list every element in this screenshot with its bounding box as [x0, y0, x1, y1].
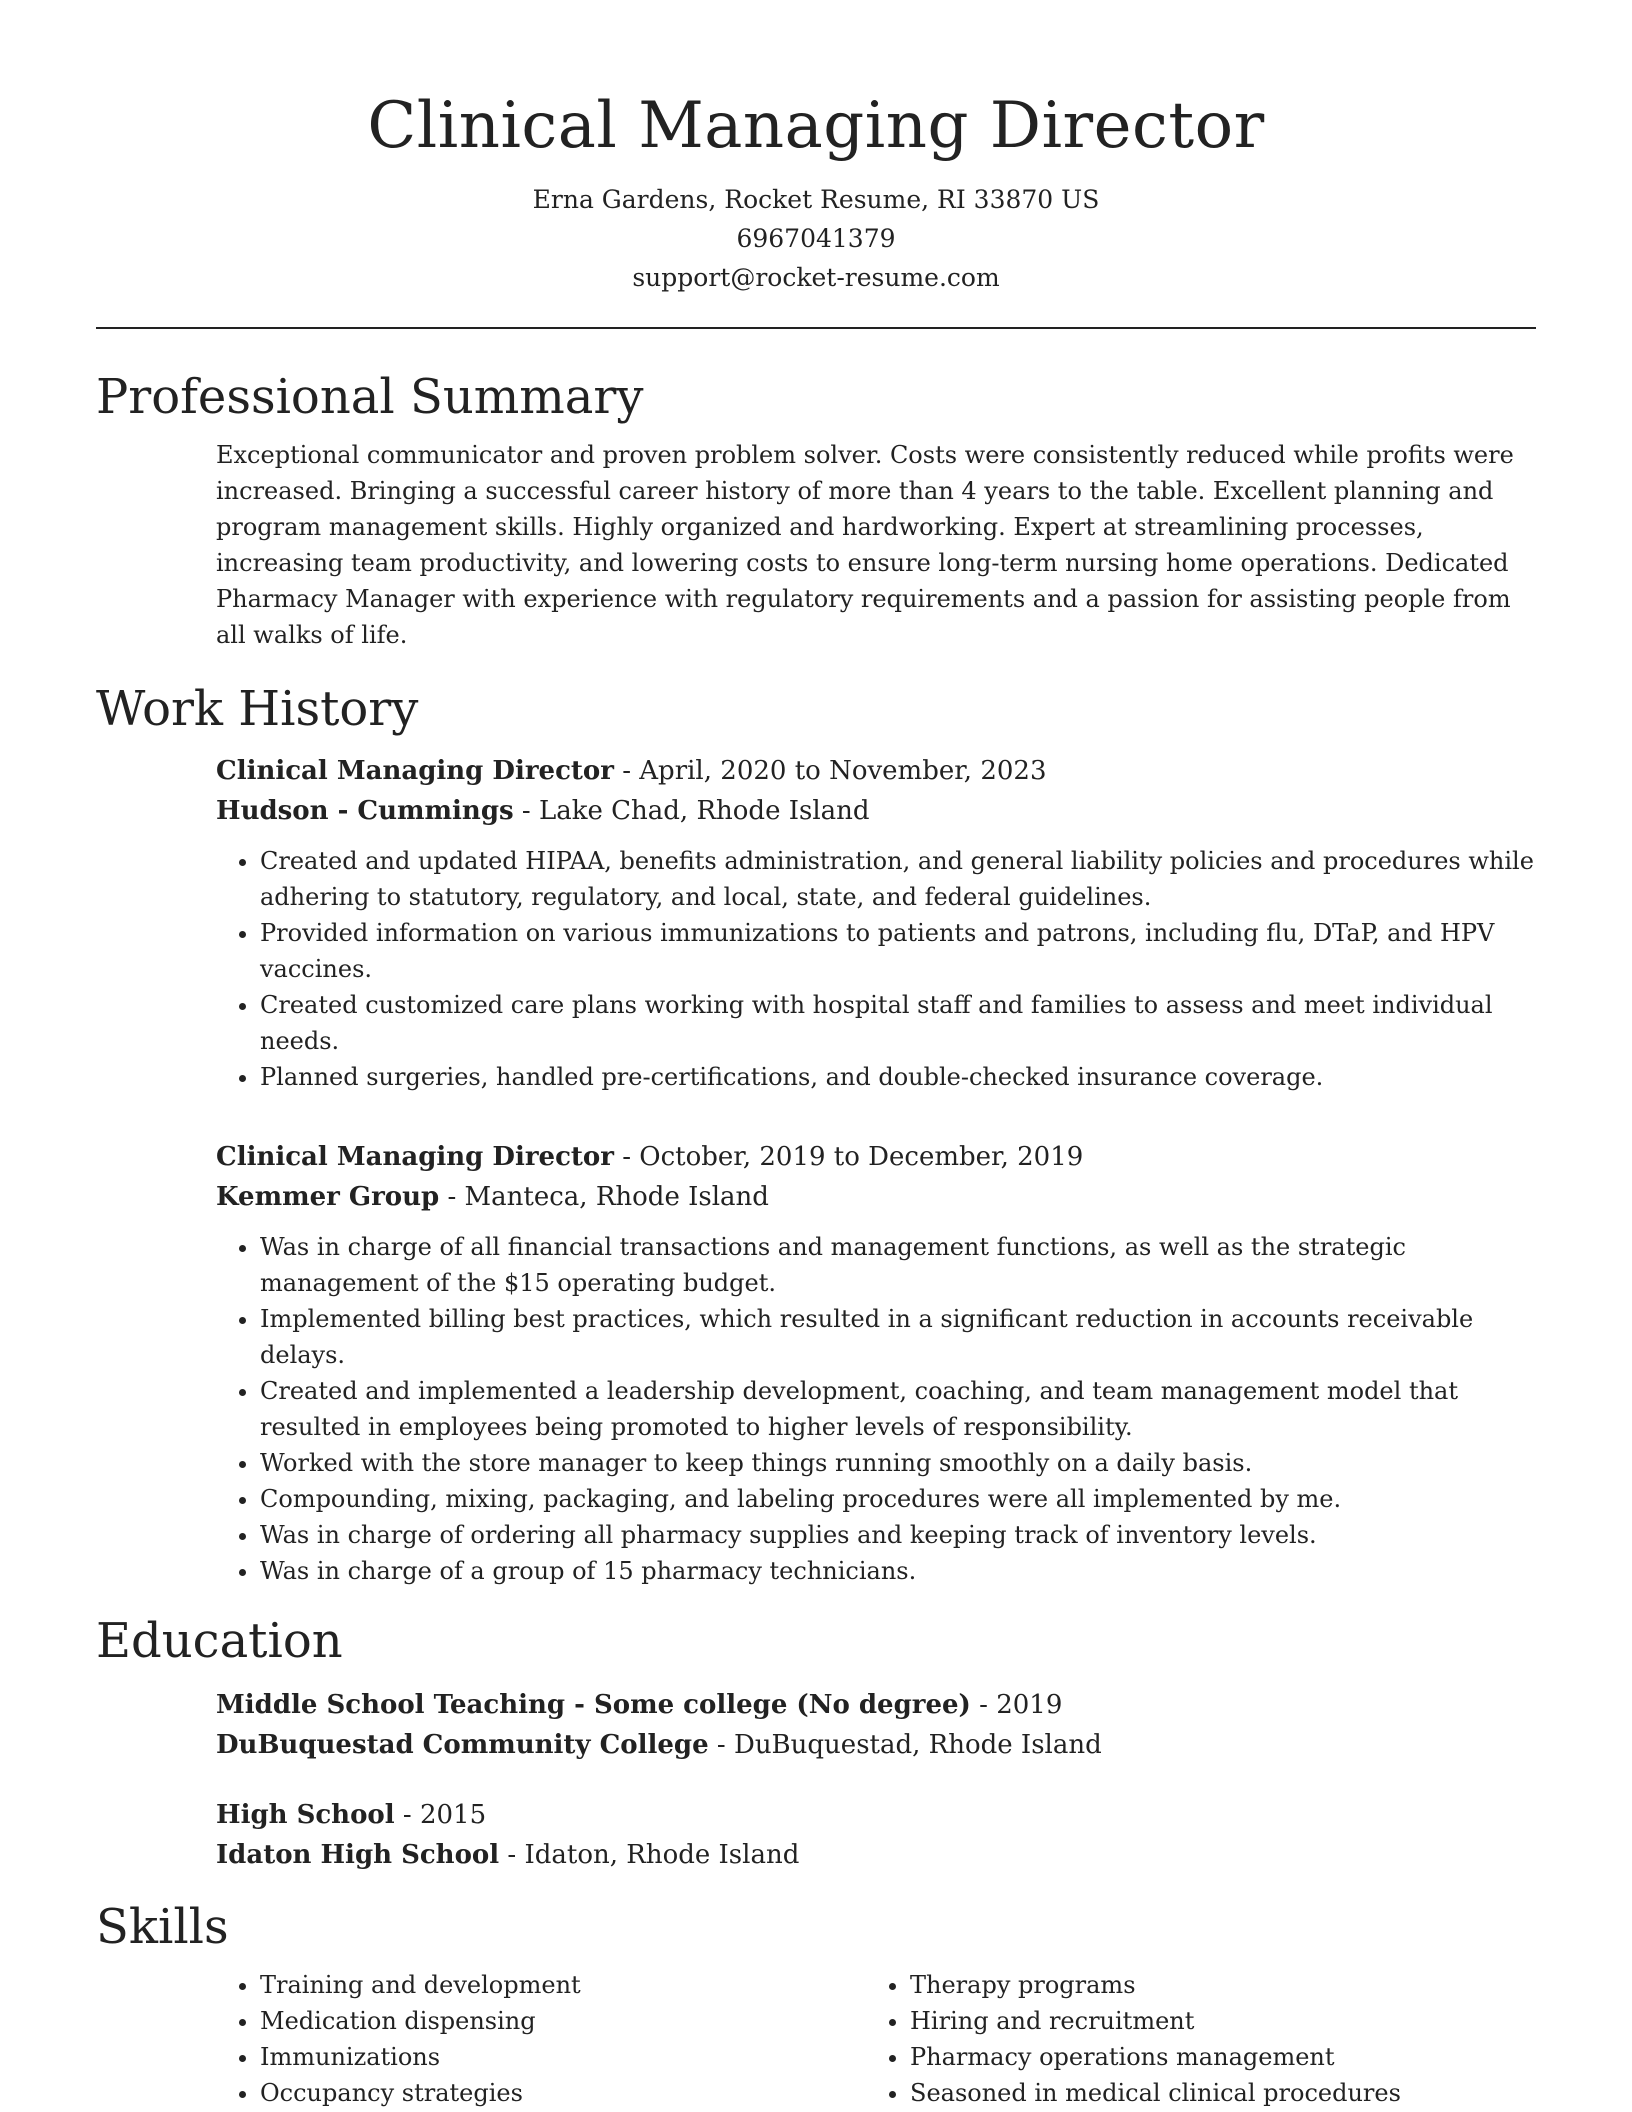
work-history-title: Work History [96, 681, 419, 737]
job-title-line [216, 1137, 1536, 1177]
list-item: • Created and implemented a leadership development, coaching, and team management model that resulted in employees being promoted to higher levels of responsibility. [260, 1373, 1536, 1445]
education-school-line [216, 1835, 1536, 1875]
education-title: Education [96, 1613, 343, 1669]
work-history-section [96, 679, 1536, 1589]
summary-title: Professional Summary [96, 369, 644, 425]
job-company-line [216, 791, 1536, 831]
job-entry [216, 1137, 1536, 1589]
list-item: • Created customized care plans working with hospital staff and families to assess and meet individual needs. [260, 987, 1536, 1059]
resume-header [96, 0, 1536, 297]
job-company: Hudson - Cummings [216, 796, 514, 826]
candidate-name: Clinical Managing Director [367, 89, 1265, 163]
education-location: - Idaton, Rhode Island [499, 1840, 800, 1870]
job-duties-list [216, 1229, 1536, 1589]
list-item: • Was in charge of ordering all pharmacy supplies and keeping track of inventory levels. [260, 1517, 1536, 1553]
skills-section [96, 1897, 1536, 2111]
job-location: - Manteca, Rhode Island [439, 1182, 769, 1212]
skill-item: • Immunizations [260, 2039, 866, 2075]
education-degree-line [216, 1685, 1536, 1725]
skill-item: • Therapy programs [910, 1967, 1516, 2003]
education-entry [216, 1795, 1536, 1875]
education-section [96, 1611, 1536, 1875]
skills-title: Skills [96, 1899, 229, 1955]
list-item: • Created and updated HIPAA, benefits administration, and general liability policies and procedures while adhering to statutory, regulatory, and local, state, and federal guidelines. [260, 843, 1536, 915]
skills-list-left [216, 1967, 866, 2111]
job-position: Clinical Managing Director [216, 1142, 614, 1172]
skill-item: • Training and development [260, 1967, 866, 2003]
list-item: • Compounding, mixing, packaging, and labeling procedures were all implemented by me. [260, 1481, 1536, 1517]
list-item: • Was in charge of all financial transactions and management functions, as well as the strategic management of the $15 operating budget. [260, 1229, 1536, 1301]
education-school-line [216, 1725, 1536, 1765]
job-entry [216, 751, 1536, 1095]
skill-item: • Pharmacy operations management [910, 2039, 1516, 2075]
job-duties-list [216, 843, 1536, 1095]
education-year: - 2019 [970, 1690, 1063, 1720]
skill-item: • Hiring and recruitment [910, 2003, 1516, 2039]
contact-info [96, 180, 1536, 297]
skill-item: • Medication dispensing [260, 2003, 866, 2039]
list-item: • Worked with the store manager to keep things running smoothly on a daily basis. [260, 1445, 1536, 1481]
job-company-line [216, 1177, 1536, 1217]
list-item: • Was in charge of a group of 15 pharmacy technicians. [260, 1553, 1536, 1589]
education-degree: High School [216, 1800, 395, 1830]
summary-section [96, 367, 1536, 653]
job-location: - Lake Chad, Rhode Island [513, 796, 870, 826]
job-title-line [216, 751, 1536, 791]
education-degree-line [216, 1795, 1536, 1835]
education-location: - DuBuquestad, Rhode Island [708, 1730, 1102, 1760]
education-year: - 2015 [394, 1800, 487, 1830]
list-item: • Planned surgeries, handled pre-certifications, and double-checked insurance coverage. [260, 1059, 1536, 1095]
education-school: DuBuquestad Community College [216, 1730, 709, 1760]
skills-grid [216, 1967, 1536, 2111]
job-dates: - April, 2020 to November, 2023 [613, 756, 1047, 786]
contact-phone: 6967041379 [736, 224, 896, 253]
skill-item: • Occupancy strategies [260, 2075, 866, 2111]
job-dates: - October, 2019 to December, 2019 [613, 1142, 1084, 1172]
education-school: Idaton High School [216, 1840, 500, 1870]
education-entry [216, 1685, 1536, 1765]
job-company: Kemmer Group [216, 1182, 440, 1212]
education-degree: Middle School Teaching - Some college (No degree) [216, 1690, 971, 1720]
contact-email: support@rocket-resume.com [632, 263, 1000, 292]
header-divider [96, 327, 1536, 329]
contact-address: Erna Gardens, Rocket Resume, RI 33870 US [532, 185, 1100, 214]
skill-item: • Seasoned in medical clinical procedures [910, 2075, 1516, 2111]
job-position: Clinical Managing Director [216, 756, 614, 786]
list-item: • Provided information on various immunizations to patients and patrons, including flu, DTaP, and HPV vaccines. [260, 915, 1536, 987]
summary-text: Exceptional communicator and proven problem solver. Costs were consistently reduced while profits were increased. Bringing a successful career history of more than 4 years to the table. Excellent planning and program management skills. Highly organized and hardworking. Expert at streamlining processes, increasing team productivity, and lowering costs to ensure long-term nursing home operations. Dedicated Pharmacy Manager with experience with regulatory requirements and a passion for assisting people from all walks of life. [216, 441, 1514, 649]
list-item: • Implemented billing best practices, which resulted in a significant reduction in accounts receivable delays. [260, 1301, 1536, 1373]
skills-list-right [866, 1967, 1516, 2111]
